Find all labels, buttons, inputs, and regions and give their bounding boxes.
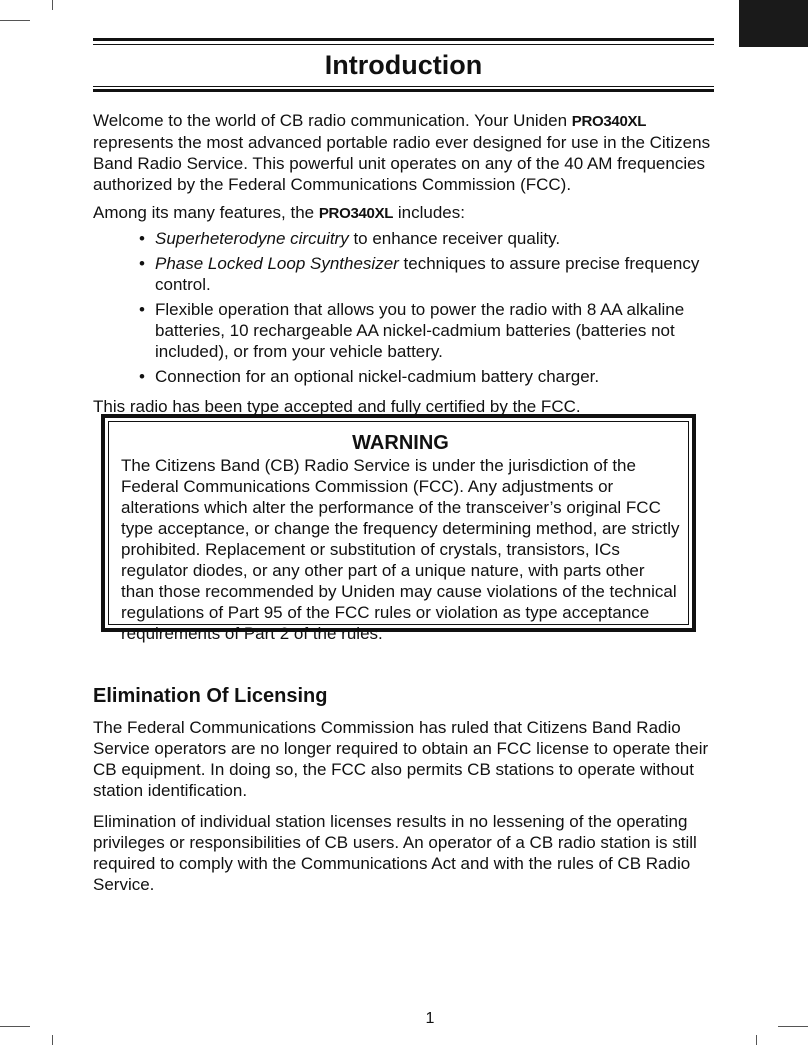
warning-box [101, 414, 696, 643]
intro-text: represents the most advanced portable radio ever designed for use in the Citizens Band Radio Service. This powerful unit operates on any of the 40 AM frequencies authorized by the Federal Communications Commission (FCC). [93, 133, 711, 194]
feature-text: techniques to assure precise frequency control. [155, 254, 700, 294]
licensing-paragraph-1: The Federal Communications Commission has ruled that Citizens Band Radio Service operators are no longer required to obtain an FCC license to operate their CB equipment. In doing so, the FCC also permits CB stations to operate without station identification. [93, 718, 709, 800]
product-name: PRO340XL [571, 113, 647, 130]
bullet-icon: • [139, 300, 145, 319]
crop-mark [52, 0, 53, 10]
bullet-icon: • [139, 229, 145, 248]
intro-paragraph-1 [93, 110, 718, 195]
feature-item [93, 299, 718, 362]
feature-text: to enhance receiver quality. [348, 229, 561, 248]
header-rule-top [93, 38, 714, 41]
crop-mark [0, 20, 30, 21]
warning-title: WARNING [352, 432, 449, 454]
header-rule-top-thin [93, 44, 714, 45]
feature-text: Flexible operation that allows you to power the radio with 8 AA alkaline batteries, 10 rechargeable AA nickel-cadmium batteries (batteries not included), or from your vehicle battery. [155, 300, 685, 361]
feature-highlight: Superheterodyne circuitry [155, 229, 349, 248]
warning-text: The Citizens Band (CB) Radio Service is under the jurisdiction of the Federal Communications Commission (FCC). Any adjustments or alterations which alter the performance of the transceiver’s original FCC type acceptance, or change the frequency determining method, are strictly prohibited. Replacement or substitution of crystals, transistors, ICs regulator diodes, or any other part of a unique nature, with parts other than those recommended by Uniden may cause violations of the technical regulations of Part 95 of the FCC rules or violation as type acceptance requirements of Part 2 of the rules. [121, 456, 680, 643]
intro-paragraph-2 [93, 202, 718, 224]
intro-text: Welcome to the world of CB radio communication. Your Uniden [93, 111, 572, 130]
intro-text: includes: [393, 203, 465, 222]
chapter-tab [739, 0, 808, 47]
section-heading: Elimination Of Licensing [93, 685, 328, 707]
intro-paragraph-3: This radio has been type accepted and fully certified by the FCC. [93, 397, 581, 416]
header-rule-bottom-thin [93, 86, 714, 87]
licensing-paragraph-2: Elimination of individual station licenses results in no lessening of the operating privileges or responsibilities of CB users. An operator of a CB radio station is still required to comply with the Communications Act and with the rules of CB Radio Service. [93, 812, 697, 894]
crop-mark [756, 1035, 757, 1045]
feature-list [93, 228, 718, 387]
feature-item [93, 366, 718, 387]
feature-text: Connection for an optional nickel-cadmium battery charger. [155, 367, 600, 386]
header-rule-bottom [93, 89, 714, 92]
feature-item [93, 228, 718, 249]
intro-text: Among its many features, the [93, 203, 319, 222]
licensing-section [93, 686, 718, 905]
bullet-icon: • [139, 254, 145, 273]
page-title: Introduction [324, 50, 483, 80]
crop-mark [52, 1035, 53, 1045]
page-number: 1 [425, 1010, 435, 1027]
warning-inner [108, 421, 689, 643]
product-name: PRO340XL [318, 205, 394, 222]
bullet-icon: • [139, 367, 145, 386]
feature-highlight: Phase Locked Loop Synthesizer [155, 254, 399, 273]
feature-item [93, 253, 718, 295]
intro-section [93, 110, 718, 424]
